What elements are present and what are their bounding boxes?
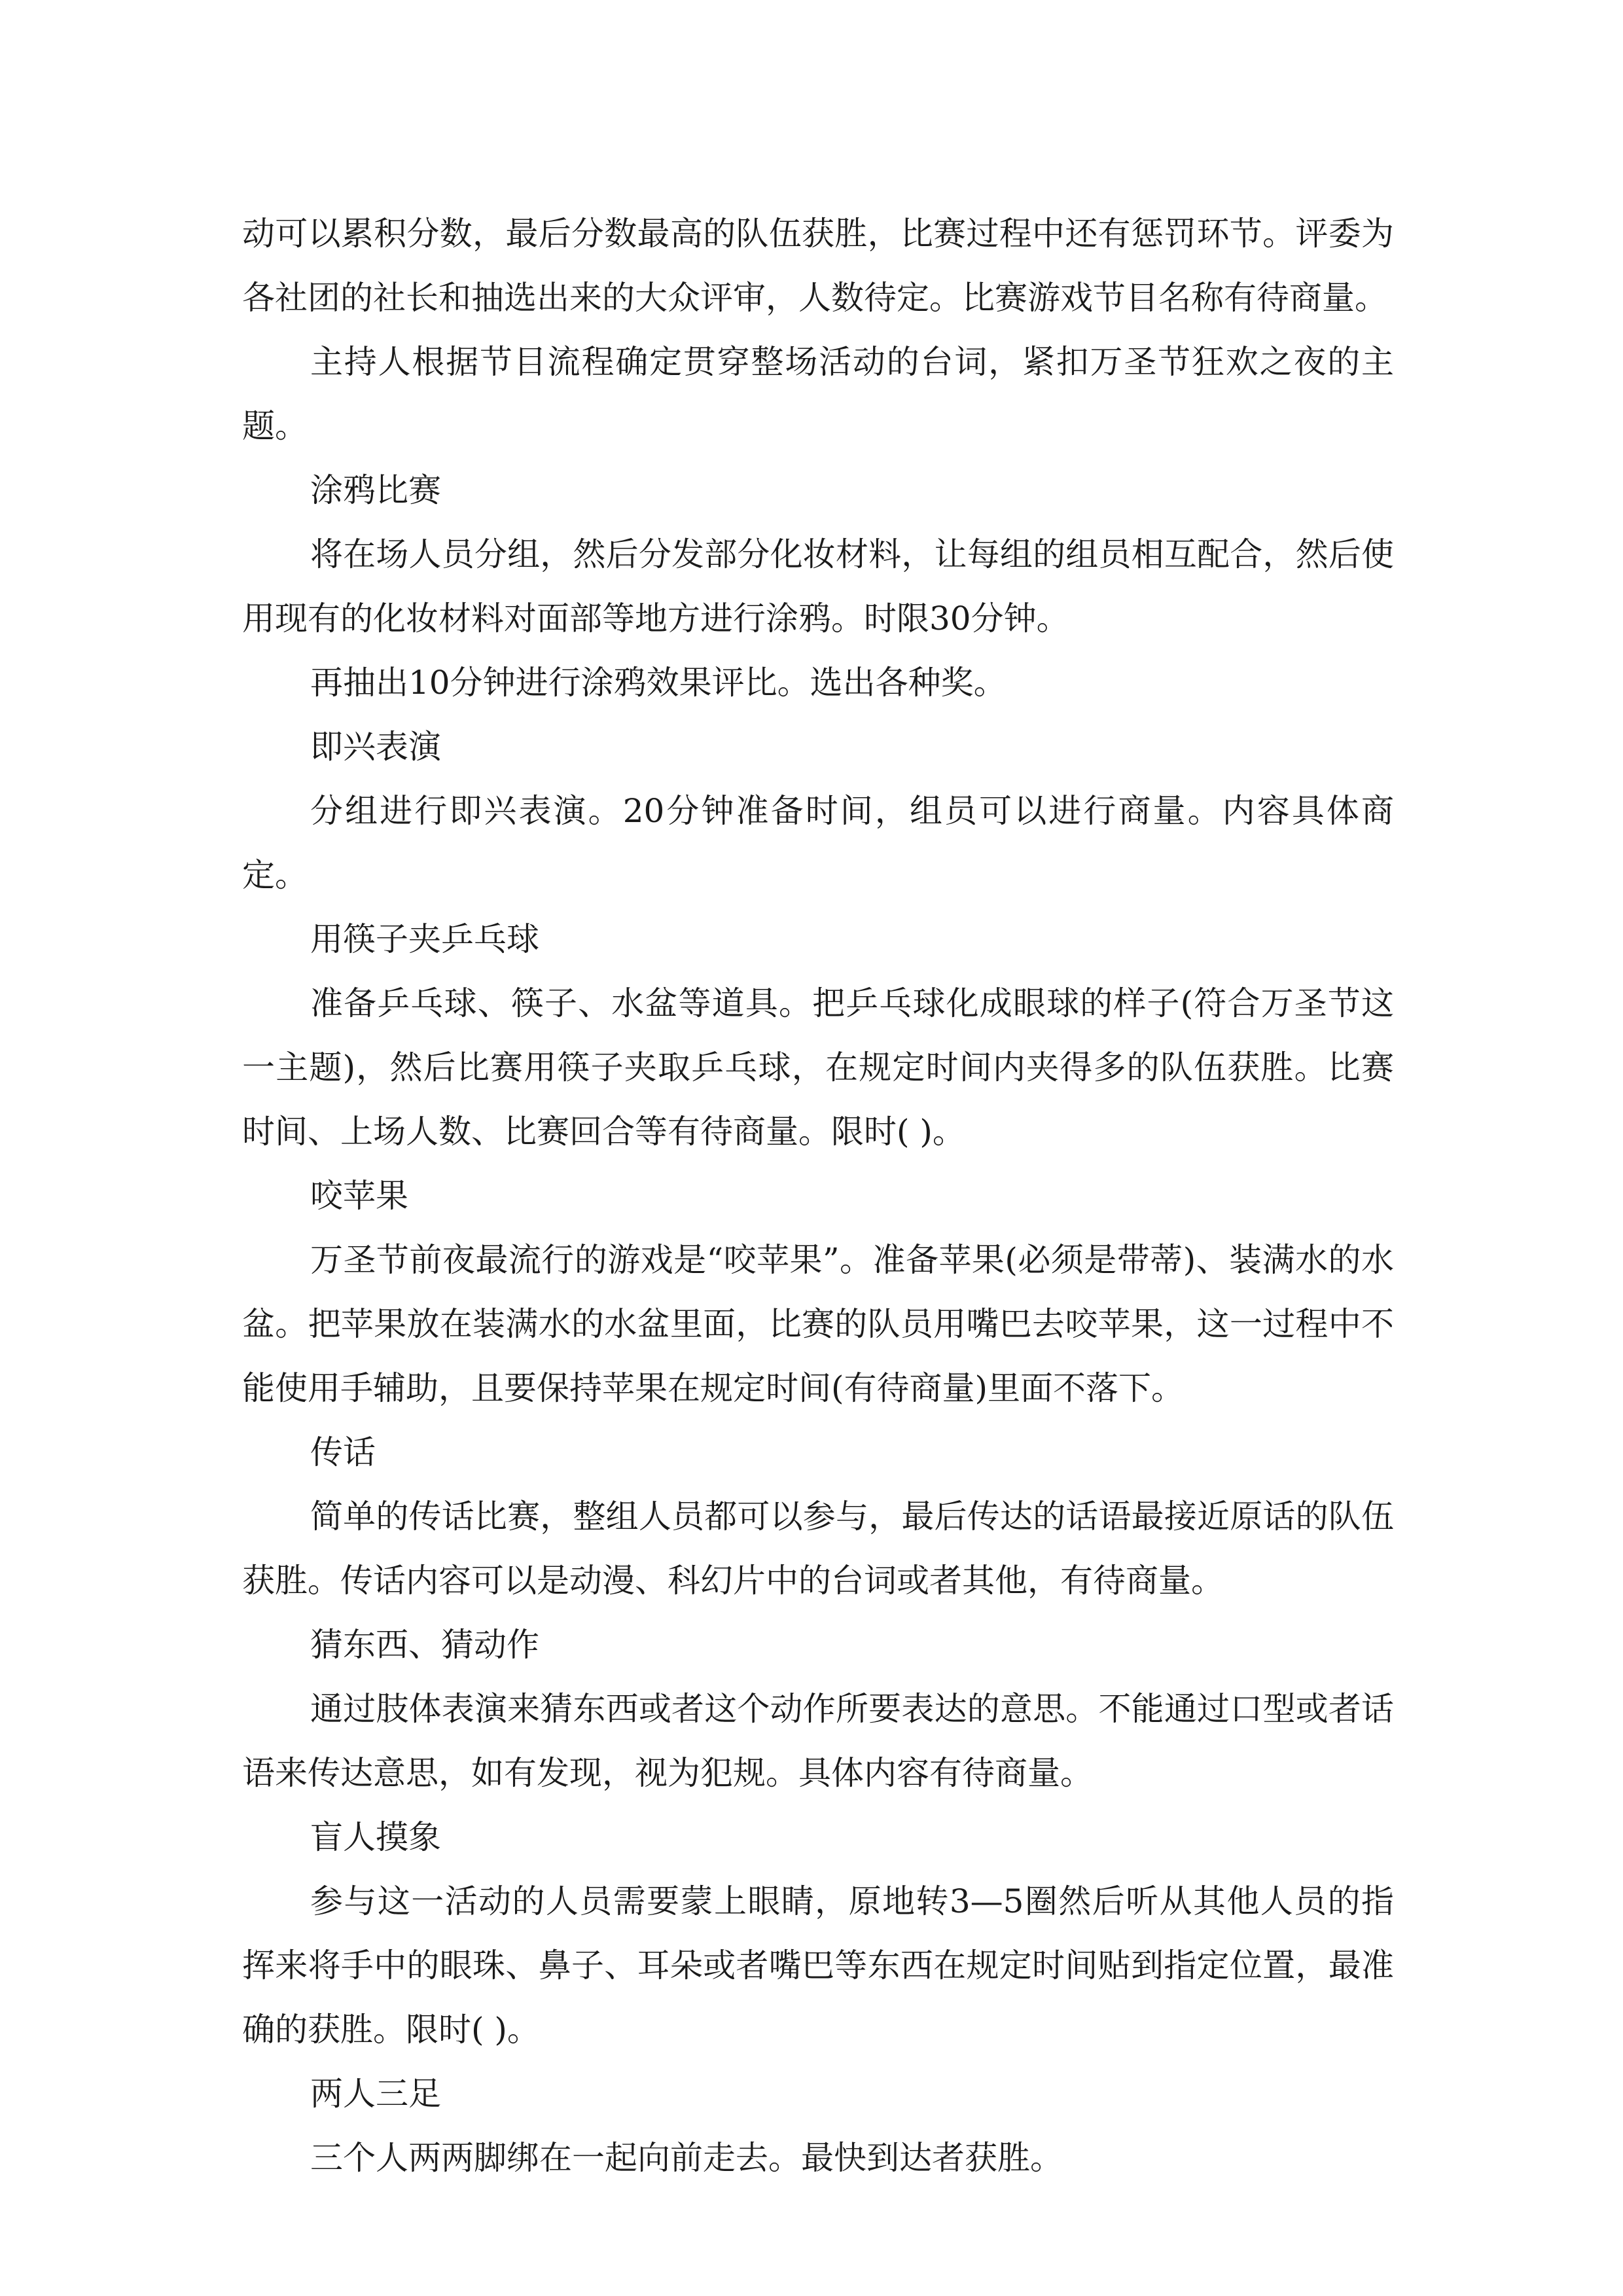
section-heading: 两人三足 [310, 2075, 441, 2113]
section-heading: 即兴表演 [310, 728, 441, 766]
section-heading: 涂鸦比赛 [310, 471, 441, 509]
section-heading: 猜东西、猜动作 [310, 1626, 539, 1664]
body-paragraph: 再抽出10分钟进行涂鸦效果评比。选出各种奖。 [310, 664, 1007, 702]
body-paragraph: 通过肢体表演来猜东西或者这个动作所要表达的意思。不能通过口型或者话语来传达意思，如有发现，视为犯规。具体内容有待商量。 [242, 1690, 1394, 1792]
section-heading: 盲人摸象 [310, 1818, 441, 1856]
body-paragraph: 准备乒乓球、筷子、水盆等道具。把乒乓球化成眼球的样子(符合万圣节这一主题)，然后比赛用筷子夹取乒乓球，在规定时间内夹得多的队伍获胜。比赛时间、上场人数、比赛回合等有待商量。限时( )。 [242, 984, 1394, 1151]
body-paragraph: 将在场人员分组，然后分发部分化妆材料，让每组的组员相互配合，然后使用现有的化妆材料对面部等地方进行涂鸦。时限30分钟。 [242, 535, 1394, 637]
body-paragraph: 主持人根据节目流程确定贯穿整场活动的台词，紧扣万圣节狂欢之夜的主题。 [242, 343, 1394, 445]
document-body [242, 202, 1394, 2190]
body-paragraph: 三个人两两脚绑在一起向前走去。最快到达者获胜。 [310, 2139, 1063, 2177]
section-heading: 咬苹果 [310, 1177, 408, 1215]
body-paragraph: 简单的传话比赛，整组人员都可以参与，最后传达的话语最接近原话的队伍获胜。传话内容可以是动漫、科幻片中的台词或者其他，有待商量。 [242, 1498, 1394, 1600]
body-paragraph: 参与这一活动的人员需要蒙上眼睛，原地转3—5圈然后听从其他人员的指挥来将手中的眼珠、鼻子、耳朵或者嘴巴等东西在规定时间贴到指定位置，最准确的获胜。限时( )。 [242, 1882, 1394, 2049]
body-paragraph: 动可以累积分数，最后分数最高的队伍获胜，比赛过程中还有惩罚环节。评委为各社团的社长和抽选出来的大众评审，人数待定。比赛游戏节目名称有待商量。 [242, 215, 1394, 317]
section-heading: 用筷子夹乒乓球 [310, 920, 539, 958]
body-paragraph: 万圣节前夜最流行的游戏是“咬苹果”。准备苹果(必须是带蒂)、装满水的水盆。把苹果放在装满水的水盆里面，比赛的队员用嘴巴去咬苹果，这一过程中不能使用手辅助，且要保持苹果在规定时间(有待商量)里面不落下。 [242, 1241, 1394, 1407]
body-paragraph: 分组进行即兴表演。20分钟准备时间，组员可以进行商量。内容具体商定。 [242, 792, 1394, 894]
section-heading: 传话 [310, 1433, 376, 1471]
